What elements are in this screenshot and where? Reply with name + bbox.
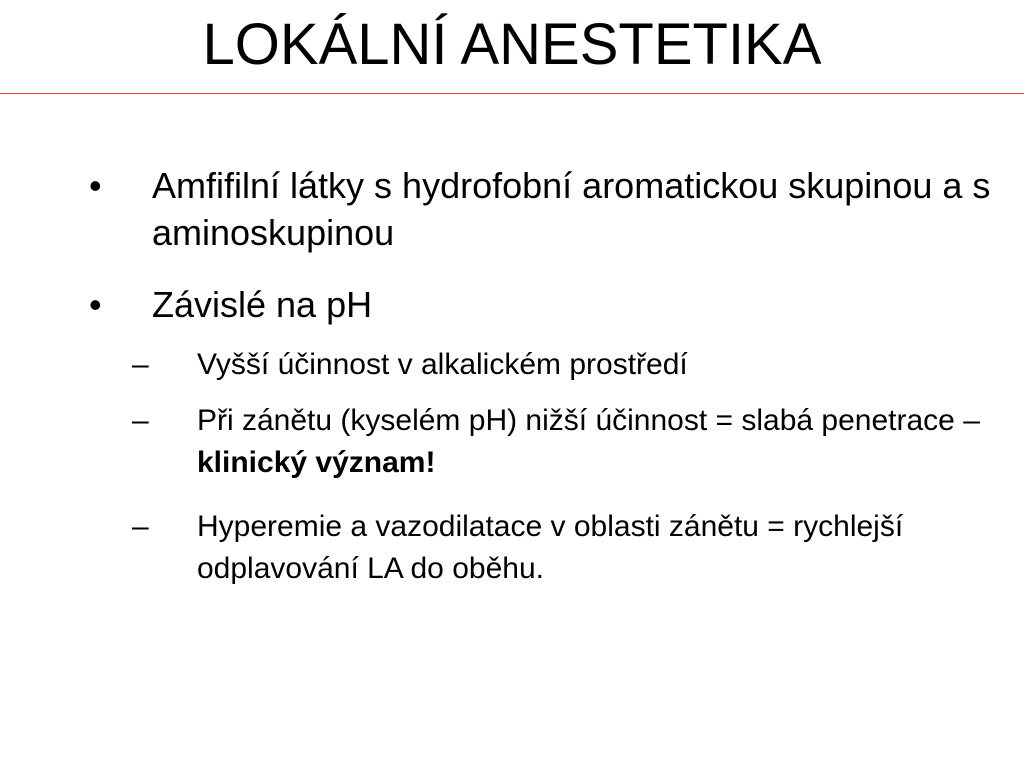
bullet-marker: • — [89, 165, 102, 206]
sub-bullet-marker: – — [132, 510, 149, 543]
title-divider — [0, 93, 1024, 94]
bullet-marker: • — [89, 284, 102, 325]
bullet-item-amfifilni: Amfifilní látky s hydrofobní aromatickou skupinou a s aminoskupinou — [152, 165, 991, 253]
emphasis-text: klinický význam! — [197, 446, 436, 479]
sub-bullet-marker: – — [132, 348, 149, 381]
sub-bullet-zanet — [197, 400, 987, 484]
sub-bullet-alkalicke: Vyšší účinnost v alkalickém prostředí — [197, 348, 688, 381]
sub-bullet-zanet-text: Při zánětu (kyselém pH) nižší účinnost = slabá penetrace – — [197, 404, 980, 437]
bullet-item-zavisle: Závislé na pH — [152, 284, 373, 325]
sub-bullet-marker: – — [132, 404, 149, 437]
slide-title: LOKÁLNÍ ANESTETIKA — [202, 12, 822, 77]
sub-bullet-hyperemie: Hyperemie a vazodilatace v oblasti zánětu = rychlejší odplavování LA do oběhu. — [197, 510, 904, 585]
